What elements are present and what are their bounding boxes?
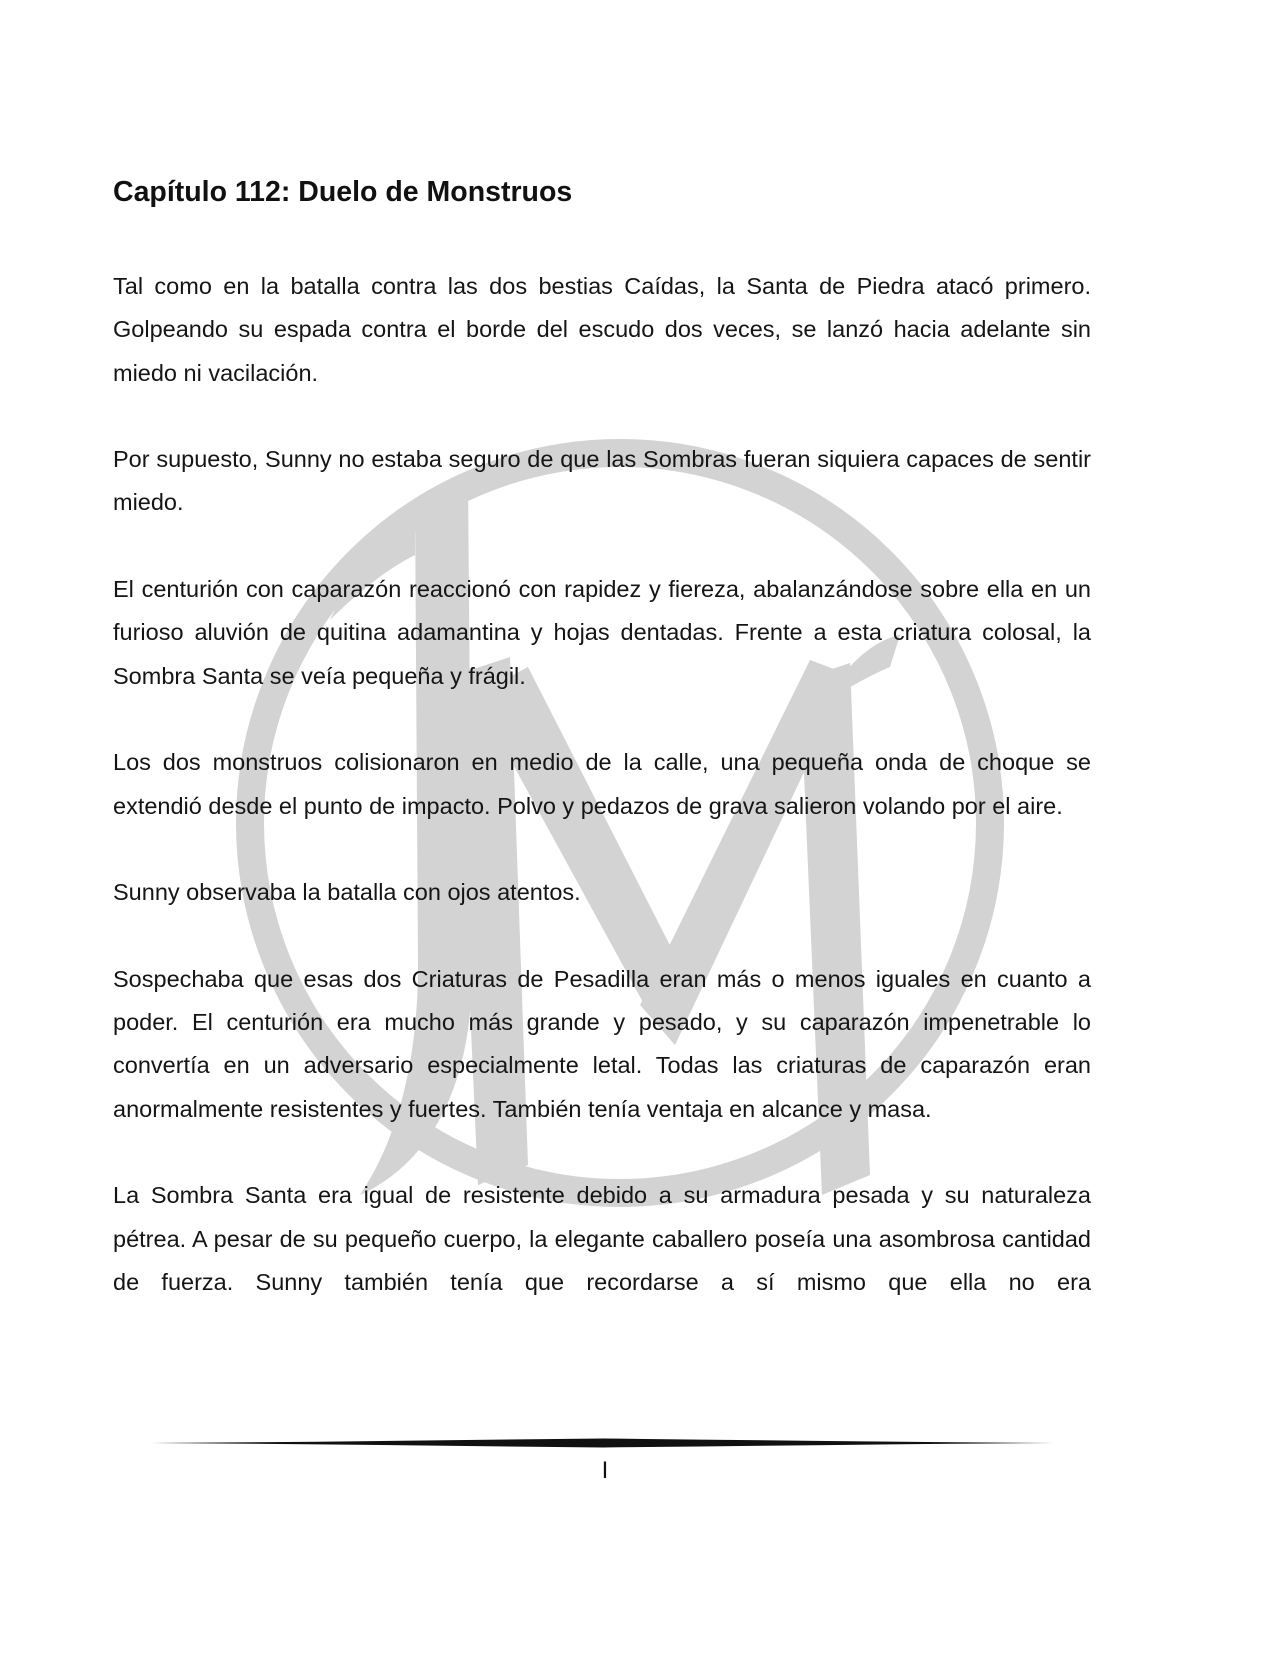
document-body (113, 172, 1091, 1304)
chapter-title: Capítulo 112: Duelo de Monstruos (113, 176, 573, 208)
footer-divider (152, 1437, 1054, 1449)
paragraph: El centurión con caparazón reaccionó con rapidez y fiereza, abalanzándose sobre ella en un furioso aluvión de quitina adamantina y hojas dentadas. Frente a esta criatura colosal, la Sombra Santa se veía pequeña y frágil. (113, 576, 1091, 689)
paragraph: Sunny observaba la batalla con ojos atentos. (113, 879, 581, 906)
paragraph: Tal como en la batalla contra las dos bestias Caídas, la Santa de Piedra atacó primero. Golpeando su espada contra el borde del escudo dos veces, se lanzó hacia adelante sin miedo ni vacilación. (113, 273, 1091, 386)
paragraph: Sospechaba que esas dos Criaturas de Pesadilla eran más o menos iguales en cuanto a poder. El centurión era mucho más grande y pesado, y su caparazón impenetrable lo convertía en un adversario especialmente letal. Todas las criaturas de caparazón eran anormalmente resistentes y fuertes. También tenía ventaja en alcance y masa. (113, 965, 1091, 1122)
paragraph: Los dos monstruos colisionaron en medio de la calle, una pequeña onda de choque se extendió desde el punto de impacto. Polvo y pedazos de grava salieron volando por el aire. (113, 749, 1091, 819)
paragraph: Por supuesto, Sunny no estaba seguro de que las Sombras fueran siquiera capaces de sentir miedo. (113, 446, 1091, 516)
paragraph: La Sombra Santa era igual de resistente debido a su armadura pesada y su naturaleza pétrea. A pesar de su pequeño cuerpo, la elegante caballero poseía una asombrosa cantidad de fuerza. Sunny también tenía que recordarse a sí mismo que ella no era (113, 1182, 1091, 1295)
page-number: I (601, 1457, 609, 1484)
